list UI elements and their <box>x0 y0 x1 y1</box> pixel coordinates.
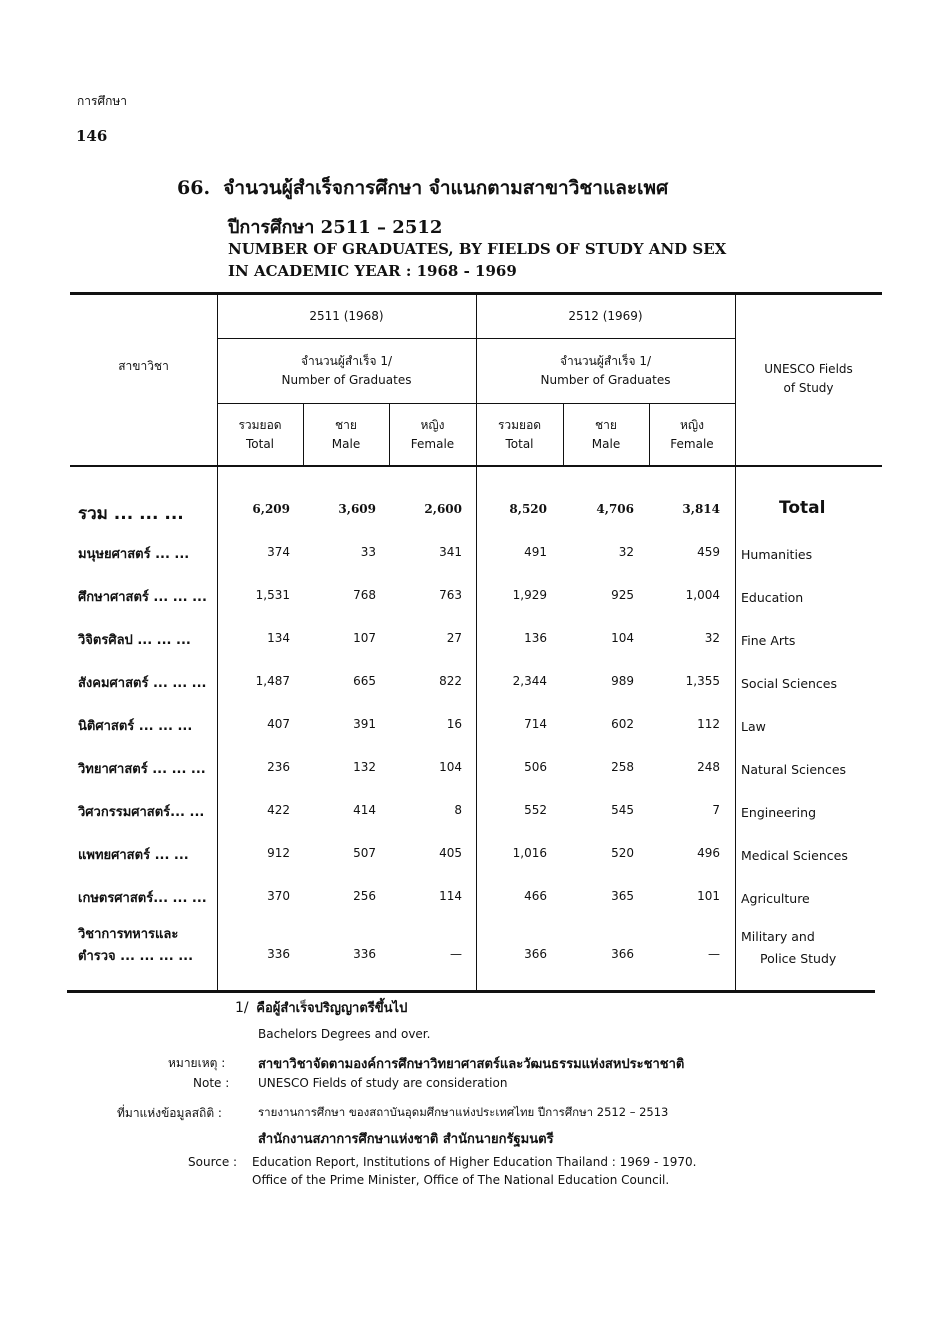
source-label-english: Source : <box>188 1155 238 1169</box>
table-cell: 114 <box>439 889 462 903</box>
table-cell: 491 <box>524 545 547 559</box>
table-cell: 32 <box>704 631 720 645</box>
table-cell: 336 <box>267 947 290 961</box>
table-cell: 763 <box>439 588 462 602</box>
table-cell: 112 <box>697 717 720 731</box>
graduates-english: Number of Graduates <box>540 373 671 387</box>
row-field-english: Agriculture <box>741 891 810 906</box>
row-field-thai: วิชาการทหารและ <box>78 927 179 942</box>
title-english-line1: NUMBER OF GRADUATES, BY FIELDS OF STUDY AND SEX <box>228 240 727 258</box>
col-female-thai: หญิง <box>420 418 445 432</box>
col-total-1969 <box>476 416 563 454</box>
table-cell: 101 <box>697 889 720 903</box>
col-male-thai: ชาย <box>595 418 617 432</box>
table-cell: 4,706 <box>596 502 634 516</box>
source-english-line2: Office of the Prime Minister, Office of The National Education Council. <box>252 1173 670 1187</box>
row-field-thai: รวม ... ... ... <box>78 504 184 524</box>
unesco-header-line1: UNESCO Fields <box>764 362 853 376</box>
table-cell: 107 <box>353 631 376 645</box>
graduates-english: Number of Graduates <box>281 373 412 387</box>
table-cell: 248 <box>697 760 720 774</box>
col-female-english: Female <box>670 437 714 451</box>
table-cell: 32 <box>618 545 634 559</box>
table-cell: 414 <box>353 803 376 817</box>
row-field-english: Fine Arts <box>741 633 796 648</box>
row-field-thai: สังคมศาสตร์ ... ... ... <box>78 676 207 691</box>
table-cell: 3,814 <box>682 502 720 516</box>
row-field-english: Engineering <box>741 805 816 820</box>
table-cell: 1,016 <box>512 846 547 860</box>
table-cell: 134 <box>267 631 290 645</box>
col-female-1968 <box>389 416 476 454</box>
table-cell: 2,344 <box>512 674 547 688</box>
row-field-english: Natural Sciences <box>741 762 847 777</box>
col-total-english: Total <box>505 437 534 451</box>
chapter-label: การศึกษา <box>77 94 127 108</box>
source-label-thai: ที่มาแห่งข้อมูลสถิติ : <box>117 1106 222 1120</box>
footnote-mark: 1/ <box>235 1000 249 1016</box>
table-cell: 552 <box>524 803 547 817</box>
row-field-thai: นิติศาสตร์ ... ... ... <box>78 719 193 734</box>
column-rule <box>217 294 218 992</box>
year-1969-header: 2512 (1969) <box>568 309 643 323</box>
table-cell: 459 <box>697 545 720 559</box>
table-cell: — <box>450 947 462 961</box>
table-cell: 602 <box>611 717 634 731</box>
table-cell: 6,209 <box>252 502 290 516</box>
table-cell: 366 <box>611 947 634 961</box>
title-english-line2: IN ACADEMIC YEAR : 1968 - 1969 <box>228 262 517 280</box>
table-cell: 258 <box>611 760 634 774</box>
col-female-english: Female <box>410 437 455 451</box>
table-cell: 365 <box>611 889 634 903</box>
col-total-thai: รวมยอด <box>497 418 542 432</box>
table-cell: 341 <box>439 545 462 559</box>
table-cell: 466 <box>524 889 547 903</box>
graduates-thai: จำนวนผู้สำเร็จ 1/ <box>559 354 652 368</box>
col-male-1968 <box>303 416 389 454</box>
table-bottom-rule <box>67 990 875 993</box>
row-field-thai: เกษตรศาสตร์... ... ... <box>78 891 207 906</box>
table-cell: 16 <box>446 717 462 731</box>
table-cell: 925 <box>611 588 634 602</box>
graduates-header-1968 <box>217 352 476 390</box>
table-cell: 822 <box>439 674 462 688</box>
table-cell: 336 <box>353 947 376 961</box>
footnote <box>235 997 407 1018</box>
table-cell: 136 <box>524 631 547 645</box>
page-number: 146 <box>76 127 108 145</box>
row-field-thai: วิศวกรรมศาสตร์... ... <box>78 805 205 820</box>
table-cell: 104 <box>439 760 462 774</box>
col-male-english: Male <box>331 437 361 451</box>
table-cell: 8,520 <box>509 502 547 516</box>
table-cell: 989 <box>611 674 634 688</box>
remark-label-english: Note : <box>193 1076 230 1090</box>
row-field-english: Law <box>741 719 766 734</box>
row-field-english: Medical Sciences <box>741 848 848 863</box>
table-cell: 27 <box>446 631 462 645</box>
table-cell: 545 <box>611 803 634 817</box>
table-cell: 256 <box>353 889 376 903</box>
table-cell: 407 <box>267 717 290 731</box>
col-total-1968 <box>217 416 303 454</box>
table-cell: 496 <box>697 846 720 860</box>
row-field-english: Education <box>741 590 804 605</box>
table-cell: 912 <box>267 846 290 860</box>
title-thai-line2: ปีการศึกษา 2511 – 2512 <box>228 217 443 238</box>
source-thai-line1: รายงานการศึกษา ของสถาบันอุดมศึกษาแห่งประเทศไทย ปีการศึกษา 2512 – 2513 <box>258 1105 669 1119</box>
table-cell: 366 <box>524 947 547 961</box>
row-field-english: Total <box>779 498 826 518</box>
table-cell: 132 <box>353 760 376 774</box>
table-cell: 104 <box>611 631 634 645</box>
table-cell: 391 <box>353 717 376 731</box>
graduates-header-1969 <box>476 352 735 390</box>
table-cell: 236 <box>267 760 290 774</box>
col-male-thai: ชาย <box>335 418 357 432</box>
col-total-thai: รวมยอด <box>238 418 282 432</box>
col-female-thai: หญิง <box>680 418 704 432</box>
table-cell: 8 <box>454 803 462 817</box>
col-male-english: Male <box>591 437 621 451</box>
table-cell: 1,355 <box>685 674 720 688</box>
table-title-thai <box>177 173 668 203</box>
remark-english: UNESCO Fields of study are consideration <box>258 1076 508 1090</box>
table-cell: 768 <box>353 588 376 602</box>
title-thai-line1: จำนวนผู้สำเร็จการศึกษา จำแนกตามสาขาวิชาและเพศ <box>223 177 669 199</box>
col-total-english: Total <box>245 437 275 451</box>
table-cell: 665 <box>353 674 376 688</box>
field-of-study-header: สาขาวิชา <box>118 359 169 373</box>
column-rule <box>476 294 477 992</box>
unesco-header-line2: of Study <box>783 381 834 395</box>
table-cell: 507 <box>353 846 376 860</box>
source-english-line1: Education Report, Institutions of Higher Education Thailand : 1969 - 1970. <box>252 1155 697 1169</box>
row-field-thai: มนุษยศาสตร์ ... ... <box>78 547 190 562</box>
row-field-english: Humanities <box>741 547 813 562</box>
col-male-1969 <box>563 416 649 454</box>
row-field-thai-line2: ตำรวจ ... ... ... ... <box>78 949 194 964</box>
table-cell: 506 <box>524 760 547 774</box>
column-rule <box>735 294 736 992</box>
row-field-english: Social Sciences <box>741 676 838 691</box>
table-cell: 1,487 <box>255 674 290 688</box>
source-thai-line2: สำนักงานสภาการศึกษาแห่งชาติ สำนักนายกรัฐมนตรี <box>258 1132 554 1147</box>
unesco-header <box>735 360 882 398</box>
table-cell: 370 <box>267 889 290 903</box>
table-cell: 3,609 <box>338 502 376 516</box>
table-cell: 1,531 <box>255 588 290 602</box>
row-field-english: Military and <box>741 929 815 944</box>
row-field-thai: ศึกษาศาสตร์ ... ... ... <box>78 590 207 605</box>
row-field-thai: วิทยาศาสตร์ ... ... ... <box>78 762 206 777</box>
table-cell: 405 <box>439 846 462 860</box>
table-number: 66. <box>177 177 211 199</box>
table-cell: 1,929 <box>512 588 547 602</box>
footnote-thai: คือผู้สำเร็จปริญญาตรีขึ้นไป <box>256 1001 408 1016</box>
remark-label-thai: หมายเหตุ : <box>168 1056 226 1070</box>
year-1968-header: 2511 (1968) <box>309 309 384 323</box>
row-field-thai: วิจิตรศิลป ... ... ... <box>78 633 191 648</box>
table-cell: — <box>708 947 720 961</box>
table-cell: 422 <box>267 803 290 817</box>
table-cell: 2,600 <box>424 502 462 516</box>
table-cell: 374 <box>267 545 290 559</box>
footnote-english: Bachelors Degrees and over. <box>258 1027 431 1041</box>
table-cell: 33 <box>360 545 376 559</box>
table-cell: 1,004 <box>685 588 720 602</box>
remark-thai: สาขาวิชาจัดตามองค์การศึกษาวิทยาศาสตร์และวัฒนธรรมแห่งสหประชาชาติ <box>258 1057 685 1072</box>
table-cell: 520 <box>611 846 634 860</box>
col-female-1969 <box>649 416 735 454</box>
table-cell: 714 <box>524 717 547 731</box>
row-field-english-line2: Police Study <box>760 951 837 966</box>
table-cell: 7 <box>712 803 720 817</box>
graduates-thai: จำนวนผู้สำเร็จ 1/ <box>300 354 393 368</box>
row-field-thai: แพทยศาสตร์ ... ... <box>78 848 189 863</box>
